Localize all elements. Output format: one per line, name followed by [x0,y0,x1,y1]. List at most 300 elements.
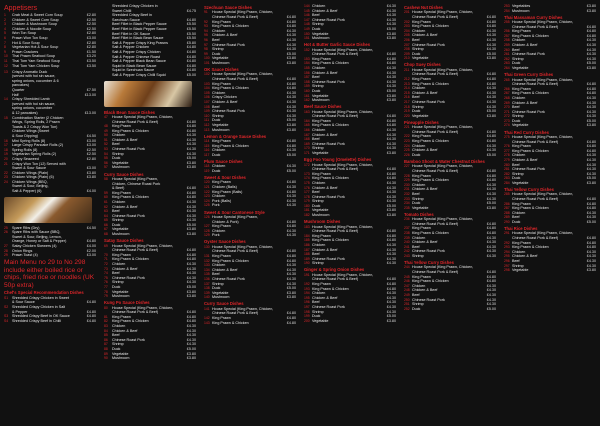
item-number: 287 [504,206,510,211]
item-number: 247 [404,283,410,288]
item-number: 184 [304,233,310,238]
item-number: 98 [204,47,208,52]
menu-section [204,67,296,132]
item-price: £4.80 [86,239,96,244]
item-number: 2 [4,17,6,22]
item-name: King Prawn (Balls) [212,189,243,194]
item-name: Chicken & Beef [312,8,338,13]
item-name: King Prawn & Chicken [512,91,549,96]
item-name: Chicken & Beef [312,185,338,190]
item-price: £4.30 [286,185,296,190]
item-number: 47 [104,114,108,119]
item-name: Chicken [112,323,126,328]
item-name: House Special (King Prawn, Chicken, [512,192,574,197]
item-number: 12 [4,63,8,68]
item-name: Beef [412,293,420,297]
menu-section [504,187,596,225]
item-name: Chinese Roast Pork [412,249,445,254]
item-number: 151 [304,36,310,41]
item-number: 296 [504,259,510,264]
item-name: Crispy Seaweed [12,156,39,161]
item-price: £4.80 [486,270,496,275]
item-name: & Beef) [112,186,125,191]
item-price: £4.80 [186,59,196,64]
menu-item [304,213,396,218]
item-number: 233 [404,196,410,201]
section-title: Sweet & Sour Cantonese Style [204,209,265,215]
item-number: 263 [504,61,510,66]
item-number: 82 [104,319,108,324]
item-name: Shrimp [512,263,524,268]
item-number: 264 [504,66,510,71]
item-name: Beef [112,209,120,214]
item-price: £3.80 [586,66,596,71]
item-price: £4.80 [386,114,396,119]
item-price: £4.30 [386,256,396,261]
item-price: £3.00 [86,35,96,40]
item-name: King Prawn [512,29,531,34]
item-name: King Prawn & Chicken [212,86,249,91]
item-number: 240 [404,240,410,245]
item-name: Chinese Roast Pork [312,141,345,146]
item-name: Beef [412,95,420,100]
item-name: spring onions, cucumber [12,106,53,111]
item-price: £4.80 [86,314,96,319]
item-number: 248 [404,288,410,293]
item-price: £4.30 [586,38,596,43]
item-name: House Special (King Prawn, Chicken, [512,77,574,82]
item-name: Chicken [512,153,526,158]
menu-item [404,254,496,259]
item-name: King Prawn [112,124,131,129]
item-price: £3.50 [86,63,96,68]
item-price: £3.80 [486,113,496,118]
item-price: £2.00 [86,248,96,253]
item-price: £4.80 [286,19,296,24]
section-title: Hot & Butter Garlic Sauce Dishes [304,42,371,48]
item-name: Chicken [212,228,226,233]
menu-section [404,260,496,311]
item-name: Beef Fillet in Black Pepper Sauce [112,22,167,27]
item-number: 25 [4,225,8,230]
item-name: Chicken [412,143,426,148]
item-price: £13.00 [84,110,96,115]
item-price: £4.30 [486,196,496,201]
menu-item [204,203,296,208]
item-number: 62 [104,204,108,209]
item-name: Chicken & Pork) [212,219,239,224]
item-name: Shrimp [512,56,524,61]
menu-section [4,290,96,323]
item-price: £4.30 [486,90,496,95]
item-price: £3.80 [186,227,196,232]
item-price: £2.80 [86,40,96,45]
item-name: & 12 pancakes) [12,110,38,115]
item-price: £4.30 [186,142,196,147]
item-name: Chinese Roast Pork & Beef) [412,72,459,77]
item-name: Shrimp [412,196,424,201]
item-name: King Prawn & Chicken [212,143,249,148]
item-name: Chicken [412,283,426,288]
item-name: Chicken & Noodle Soup [12,26,52,31]
menu-item [304,36,396,41]
item-number: 102 [204,72,210,77]
item-number: 19 [4,152,8,157]
menu-item [304,98,396,103]
item-price: £4.30 [286,276,296,281]
item-price: £4.80 [386,61,396,66]
item-number: 234 [404,201,410,206]
item-name: Shrimp [412,104,424,109]
item-name: Chinese Roast Pork & Beef) [412,129,459,134]
item-number: 111 [204,118,210,123]
item-name: King Prawn [112,314,131,319]
item-price: £4.80 [586,24,596,29]
item-price: £4.30 [586,249,596,254]
item-number: 294 [504,249,510,254]
item-price: £3.80 [186,232,196,237]
item-number: 203 [404,24,410,29]
item-number: 22 [4,170,8,175]
item-name: Squid in Black Bean Sauce [112,63,157,68]
item-price: £4.30 [386,252,396,257]
item-name: King Prawn & Chicken [112,195,149,200]
item-name: King Prawn & Chicken [212,320,249,325]
item-name: Orange, Honey or Salt & Pepper) [12,239,67,244]
section-title: Kung Po Sauce Dishes [104,300,150,306]
item-price: £4.30 [486,191,496,196]
item-number: 52 [104,142,108,147]
item-name: Salt & Pepper Chinese Roast [112,54,160,59]
item-number: 29 [4,253,8,258]
item-name: King Prawn [112,252,131,257]
item-name: Thai Tom Yam Seafood Soup [12,58,60,63]
item-name: Chicken & Beef [312,70,338,75]
item-name: House Special (King Prawn, Chicken, [412,164,474,169]
item-price: £5.00 [386,26,396,31]
section-title: Szechuan Sauce Dishes [204,5,252,10]
menu-column [204,4,296,327]
item-number: 122 [204,189,210,194]
item-name: Salt & Pepper Crispy Chilli Squid [112,72,166,77]
item-name: King Prawn [212,81,231,86]
item-number: 227 [404,164,410,169]
item-name: Chinese Roast Pork [512,52,545,57]
item-name: Chinese Roast Pork & Beef) [312,277,359,282]
item-price: £3.80 [486,56,496,61]
item-number: 154 [304,61,310,66]
item-price: £4.80 [186,195,196,200]
item-price: £5.00 [586,176,596,181]
item-price: £2.80 [86,156,96,161]
item-price: £4.80 [186,54,196,59]
item-price: £4.80 [586,86,596,91]
item-price: £4.30 [586,109,596,114]
item-number: 140 [204,295,210,300]
item-number: 64 [104,213,108,218]
item-number: 205 [404,33,410,38]
item-number: 211 [404,67,410,72]
item-name: House Special (King Prawn, Chicken, [512,231,574,236]
item-price: £4.30 [286,90,296,95]
item-number: 85 [104,333,108,338]
item-number: 74 [104,271,108,276]
item-name: Salt & Pepper) (6) [12,189,42,194]
item-name: Chicken & Beef [212,100,238,104]
item-price: £3.80 [386,151,396,156]
item-name: Chinese Roast Pork & Beef) [212,311,259,316]
item-price: £5.00 [486,152,496,157]
menu-section [404,5,496,61]
menu-section [204,239,296,300]
item-name: King Prawn & Chicken [412,81,449,86]
item-number: 130 [204,244,210,249]
item-number: 101 [204,60,210,65]
item-number: 77 [104,284,108,289]
item-name: Vegetable [312,31,329,36]
item-number: 193 [304,286,310,291]
item-name: Chinese Roast Pork & Beef) [512,82,559,87]
item-price: £4.30 [386,75,396,80]
item-number: 212 [404,77,410,82]
item-name: House Special (King Prawn, Chicken, [412,125,474,130]
item-price: £3.80 [386,93,396,98]
item-name: Salt & Pepper Chicken [112,45,150,50]
item-number: 166 [304,128,310,133]
item-number: 1 [4,13,6,17]
item-price: £4.30 [586,114,596,119]
item-name: Chicken & Beef [212,33,238,38]
item-number: 172 [304,162,310,167]
item-price: £4.30 [586,167,596,172]
item-name: Vegetable [112,160,129,165]
item-number: S4 [4,318,9,323]
item-price: £4.30 [486,47,496,52]
item-name: King Prawn [212,19,231,24]
item-name: Crab Meat & Sweet Corn Soup [12,13,63,17]
menu-column [304,4,396,325]
item-number: 136 [204,276,210,281]
item-number: 230 [404,182,410,187]
item-name: Chicken & Beef [112,204,138,209]
section-title: Beef Sauce Dishes [304,104,342,110]
item-name: Beef [412,244,420,249]
item-number: 261 [504,52,510,57]
item-name: Chinese Roast Pork & Beef) [412,168,459,173]
item-number: 58 [104,176,108,181]
item-name: House Special (King Prawn, [112,176,158,181]
item-price: £4.80 [486,226,496,231]
menu-section [104,81,196,107]
item-name: Chinese Roast Pork & Beef) [412,221,459,226]
item-price: £3.20 [86,54,96,59]
item-number: 49 [104,128,108,133]
item-number: 281 [504,167,510,172]
item-number: 135 [204,272,210,277]
menu-column [404,4,496,313]
item-number: 204 [404,28,410,33]
item-price: £3.80 [386,318,396,323]
item-name: King Prawn [412,134,431,139]
item-number: 125 [204,203,210,208]
item-number: 295 [504,254,510,259]
item-number: 69 [104,243,108,248]
item-price: £4.80 [286,189,296,194]
item-number: 86 [104,337,108,342]
item-name: King Prawn [512,86,531,91]
item-number: 133 [204,263,210,268]
item-number: 198 [304,309,310,314]
item-number: 221 [404,125,410,130]
item-number: 13 [4,69,8,74]
item-name: King Prawn [312,282,331,286]
item-name: King Prawn & Chicken [312,238,349,243]
menu-item [404,307,496,312]
item-name: Pork (Balls) [212,198,232,203]
item-price: £4.30 [586,43,596,48]
item-name: Vegetable [312,151,329,156]
menu-section [404,159,496,210]
item-price: £4.30 [386,199,396,204]
item-name: Shrimp [312,199,324,204]
item-name: Spare Ribs (Dry) [12,225,40,230]
item-name: Vegetable [512,123,529,128]
item-number: 27 [4,244,8,249]
item-name: Beef [112,142,120,147]
item-name: King Prawn [412,77,431,82]
item-name: Chinese Roast Pork & Beef) [112,119,159,124]
item-name: Chicken [312,128,326,133]
item-name: House Special (King Prawn, [212,214,258,219]
item-price: £4.30 [286,28,296,33]
item-name: Chicken [212,28,226,33]
item-name: Prawn Crackers [12,49,39,54]
item-price: £4.30 [186,275,196,280]
item-price: £4.80 [486,178,496,183]
item-number: 61 [104,199,108,204]
item-price: £4.80 [186,128,196,133]
item-name: Pork [212,233,220,238]
item-price: £4.80 [286,143,296,148]
item-number: 68 [104,232,108,237]
item-name: Duck [512,118,521,123]
item-number: 159 [304,84,310,89]
item-number: 96 [204,37,208,42]
item-name: Shrimp [112,280,124,285]
item-price: £4.30 [486,302,496,307]
item-name: King Prawn & Chicken [412,230,449,235]
item-number: 284 [504,180,510,185]
item-name: Squid in Szechuan Sauce [112,68,155,73]
item-name: Beef [412,37,420,42]
item-name: Duck [112,284,121,289]
item-price: £5.00 [286,51,296,56]
menu-section [404,62,496,118]
item-name: Quarter [12,88,25,92]
item-price: £3.80 [386,213,396,218]
item-number: 152 [304,47,310,52]
item-price: £4.80 [186,119,196,124]
item-number: 267 [504,91,510,96]
item-name: Beef [412,191,420,196]
item-price: £4.80 [286,139,296,144]
item-price: £4.30 [186,213,196,218]
item-number: 92 [204,19,208,24]
item-number: 132 [204,258,210,263]
item-number: 255 [504,20,510,25]
item-name: Beef [112,333,120,338]
item-price: £4.80 [286,311,296,316]
item-number: 103 [204,81,210,86]
menu-item [504,220,596,225]
item-number: 183 [304,224,310,229]
item-number: 282 [504,171,510,176]
item-price: £4.80 [586,91,596,96]
item-number: 268 [504,95,510,100]
item-name: Mushroom [312,36,330,41]
item-price: £4.30 [586,47,596,52]
section-title: Tomato Dishes [404,211,434,217]
menu-item [4,189,96,194]
item-name: Chicken [512,249,526,254]
item-name: King Prawn & Chicken [512,148,549,153]
item-number: 162 [304,98,310,103]
item-price: £4.30 [386,22,396,27]
menu-item [404,206,496,211]
item-number: 112 [204,122,210,127]
item-price: £3.80 [586,4,596,8]
item-number: 289 [504,215,510,220]
item-number: 145 [304,8,310,13]
item-number: 139 [204,290,210,295]
section-title: Thai Massaman Curry Dishes [504,14,563,20]
menu-section [304,42,396,103]
item-number: 185 [304,238,310,243]
item-price: £4.30 [286,233,296,238]
item-price: £4.80 [486,173,496,178]
item-number: 259 [504,43,510,48]
item-price: £4.30 [286,194,296,199]
item-price: £4.80 [286,224,296,229]
item-number: 115 [204,143,210,148]
item-name: Duck [312,314,321,319]
item-price: £4.30 [486,86,496,91]
item-price: £4.30 [286,164,296,169]
item-price: £4.80 [386,229,396,234]
item-number: 226 [404,152,410,157]
item-price: £4.80 [86,309,96,314]
item-number: 229 [404,178,410,183]
item-price: £3.80 [286,122,296,127]
item-number: 128 [204,228,210,233]
item-price: £3.80 [286,56,296,61]
item-number: 219 [404,109,410,114]
item-price: £4.80 [286,258,296,263]
item-price: £7.50 [86,88,96,92]
item-number: 272 [504,114,510,119]
food-photo [104,81,192,107]
item-number: 177 [304,190,310,195]
item-name: King Prawn [212,253,231,258]
menu-item [204,321,296,326]
item-name: Chinese Roast Pork & Beef) [512,236,559,241]
item-price: £4.30 [386,295,396,300]
item-number: 180 [304,203,310,208]
item-number: 51 [104,137,108,142]
item-number: 178 [304,194,310,199]
item-price: £3.00 [86,166,96,171]
item-number: 56 [104,160,108,165]
